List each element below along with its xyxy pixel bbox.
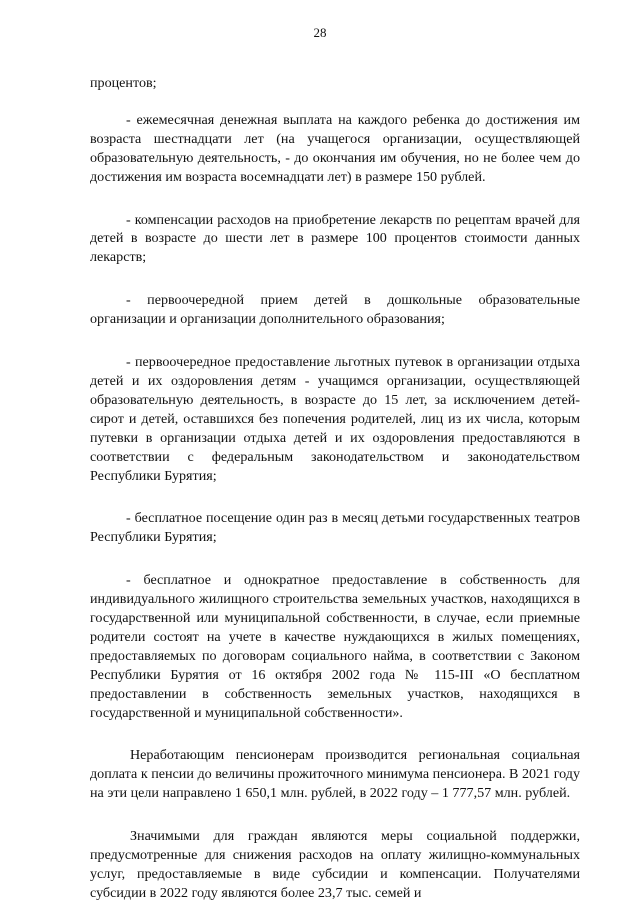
list-item-monthly-payment: - ежемесячная денежная выплата на каждого ребенка до достижения им возраста шестнадцати лет (на учащегося организации, осуществляющей образовательную деятельность, - до окончания им обучения, но не более чем до достижения им возраста восемнадцати лет) в размере 150 рублей. (90, 111, 580, 185)
paragraph-continuation: процентов; (90, 75, 157, 91)
paragraph-pension-supplement: Неработающим пенсионерам производится региональная социальная доплата к пенсии до величины прожиточного минимума пенсионера. В 2021 году на эти цели направлено 1 650,1 млн. рублей, в 2022 году – 1 777,57 млн. рублей. (90, 747, 580, 802)
list-item-preschool-admission: - первоочередной прием детей в дошкольные образовательные организации и организации дополнительного образования; (90, 292, 580, 328)
list-item-theatre-visits: - бесплатное посещение один раз в месяц детьми государственных театров Республики Бурятия; (90, 510, 580, 546)
list-item-recreation-vouchers: - первоочередное предоставление льготных путевок в организации отдыха детей и их оздоровления детям - учащимся организации, осуществляющей образовательную деятельность, в возрасте до 15 лет, за исключением детей-сирот и детей, оставшихся без попечения родителей, лиц из их числа, которым путевки в организации отдыха детей и их оздоровления предоставляются в соответствии с федеральным законодательством и законодательством Республики Бурятия; (90, 354, 580, 484)
page-number: 28 (313, 25, 327, 40)
list-item-land-plots: - бесплатное и однократное предоставление в собственность для индивидуального жилищного строительства земельных участков, находящихся в государственной или муниципальной собственности, в случае, если приемные родители состоят на учете в качестве нуждающихся в жилых помещениях, предоставляемых по договорам социального найма, в соответствии с Законом Республики Бурятия от 16 октября 2002 года № 115-III «О бесплатном предоставлении в собственность земельных участков, находящихся в государственной и муниципальной собственности». (90, 572, 580, 721)
document-body (90, 74, 580, 903)
list-item-medicine-compensation: - компенсации расходов на приобретение лекарств по рецептам врачей для детей в возрасте до шести лет в размере 100 процентов стоимости данных лекарств; (90, 211, 580, 266)
paragraph-housing-subsidies: Значимыми для граждан являются меры социальной поддержки, предусмотренные для снижения расходов на оплату жилищно-коммунальных услуг, предоставляемые в виде субсидии и компенсации. Получателями субсидии в 2022 году являются более 23,7 тыс. семей и (90, 828, 580, 901)
